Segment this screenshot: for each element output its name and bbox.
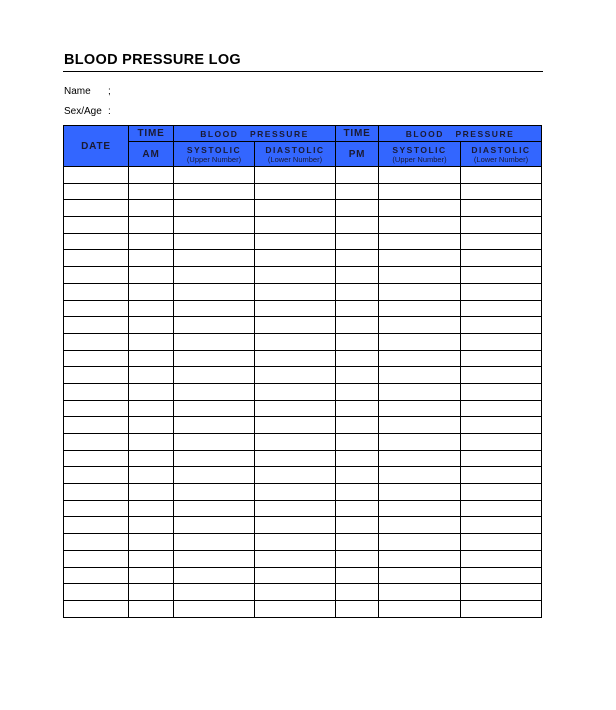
am-systolic-cell[interactable] <box>174 400 255 417</box>
pm-systolic-cell[interactable] <box>379 350 461 367</box>
pm-time-cell[interactable] <box>336 333 379 350</box>
pm-systolic-cell[interactable] <box>379 317 461 334</box>
am-diastolic-cell[interactable] <box>255 167 336 184</box>
date-cell[interactable] <box>64 233 129 250</box>
date-cell[interactable] <box>64 167 129 184</box>
pm-time-cell[interactable] <box>336 267 379 284</box>
pm-systolic-cell[interactable] <box>379 534 461 551</box>
pm-time-cell[interactable] <box>336 450 379 467</box>
am-time-cell[interactable] <box>129 383 174 400</box>
am-time-cell[interactable] <box>129 584 174 601</box>
am-systolic-cell[interactable] <box>174 434 255 451</box>
am-diastolic-cell[interactable] <box>255 383 336 400</box>
table-row <box>64 333 542 350</box>
am-diastolic-cell[interactable] <box>255 517 336 534</box>
am-diastolic-cell[interactable] <box>255 484 336 501</box>
am-diastolic-cell[interactable] <box>255 267 336 284</box>
pm-diastolic-cell[interactable] <box>461 167 542 184</box>
table-row <box>64 283 542 300</box>
date-cell[interactable] <box>64 584 129 601</box>
sex-age-separator: : <box>108 106 111 117</box>
pm-time-cell[interactable] <box>336 383 379 400</box>
pm-diastolic-cell[interactable] <box>461 217 542 234</box>
pm-diastolic-cell[interactable] <box>461 517 542 534</box>
date-cell[interactable] <box>64 400 129 417</box>
date-header: DATE <box>64 126 129 167</box>
pm-systolic-cell[interactable] <box>379 450 461 467</box>
table-row <box>64 550 542 567</box>
am-diastolic-cell[interactable] <box>255 233 336 250</box>
table-row <box>64 517 542 534</box>
am-systolic-sublabel: (Upper Number) <box>186 154 242 164</box>
sex-age-field <box>64 106 111 117</box>
pm-systolic-label: SYSTOLIC <box>392 144 447 155</box>
pm-diastolic-cell[interactable] <box>461 484 542 501</box>
am-systolic-cell[interactable] <box>174 383 255 400</box>
pm-diastolic-cell[interactable] <box>461 200 542 217</box>
am-diastolic-cell[interactable] <box>255 183 336 200</box>
pm-systolic-header <box>379 142 461 167</box>
sex-age-label: Sex/Age <box>64 106 102 117</box>
am-header: AM <box>129 142 174 167</box>
pm-time-cell[interactable] <box>336 367 379 384</box>
pm-time-cell[interactable] <box>336 417 379 434</box>
pm-systolic-cell[interactable] <box>379 500 461 517</box>
pm-systolic-cell[interactable] <box>379 484 461 501</box>
pm-systolic-cell[interactable] <box>379 467 461 484</box>
am-systolic-cell[interactable] <box>174 250 255 267</box>
am-systolic-cell[interactable] <box>174 267 255 284</box>
am-blood-pressure-header: BLOOD PRESSURE <box>174 126 336 142</box>
am-systolic-cell[interactable] <box>174 350 255 367</box>
date-cell[interactable] <box>64 350 129 367</box>
am-systolic-cell[interactable] <box>174 500 255 517</box>
am-diastolic-cell[interactable] <box>255 350 336 367</box>
pm-diastolic-header <box>461 142 542 167</box>
date-cell[interactable] <box>64 467 129 484</box>
pm-diastolic-cell[interactable] <box>461 434 542 451</box>
pm-header: PM <box>336 142 379 167</box>
date-cell[interactable] <box>64 434 129 451</box>
am-systolic-header <box>174 142 255 167</box>
am-diastolic-cell[interactable] <box>255 333 336 350</box>
am-time-cell[interactable] <box>129 467 174 484</box>
am-time-cell[interactable] <box>129 434 174 451</box>
pm-systolic-cell[interactable] <box>379 417 461 434</box>
pm-diastolic-cell[interactable] <box>461 400 542 417</box>
table-row <box>64 467 542 484</box>
am-time-cell[interactable] <box>129 350 174 367</box>
pm-diastolic-cell[interactable] <box>461 450 542 467</box>
pm-diastolic-label: DIASTOLIC <box>471 144 531 155</box>
am-systolic-cell[interactable] <box>174 517 255 534</box>
pm-systolic-cell[interactable] <box>379 584 461 601</box>
pm-systolic-cell[interactable] <box>379 250 461 267</box>
table-row <box>64 250 542 267</box>
pm-time-cell[interactable] <box>336 467 379 484</box>
table-row <box>64 167 542 184</box>
date-cell[interactable] <box>64 333 129 350</box>
table-row <box>64 317 542 334</box>
pm-diastolic-cell[interactable] <box>461 383 542 400</box>
am-time-cell[interactable] <box>129 250 174 267</box>
pm-systolic-cell[interactable] <box>379 200 461 217</box>
am-systolic-cell[interactable] <box>174 300 255 317</box>
date-cell[interactable] <box>64 267 129 284</box>
date-cell[interactable] <box>64 567 129 584</box>
pm-systolic-cell[interactable] <box>379 383 461 400</box>
title-divider <box>63 71 543 72</box>
pm-time-cell[interactable] <box>336 183 379 200</box>
am-systolic-cell[interactable] <box>174 534 255 551</box>
pm-diastolic-cell[interactable] <box>461 300 542 317</box>
pm-diastolic-cell[interactable] <box>461 317 542 334</box>
am-diastolic-cell[interactable] <box>255 300 336 317</box>
pm-systolic-cell[interactable] <box>379 283 461 300</box>
am-diastolic-cell[interactable] <box>255 283 336 300</box>
table-row <box>64 534 542 551</box>
pm-diastolic-cell[interactable] <box>461 567 542 584</box>
am-systolic-cell[interactable] <box>174 584 255 601</box>
am-time-cell[interactable] <box>129 417 174 434</box>
pm-time-cell[interactable] <box>336 500 379 517</box>
pm-time-cell[interactable] <box>336 534 379 551</box>
table-row <box>64 383 542 400</box>
am-diastolic-cell[interactable] <box>255 217 336 234</box>
table-row <box>64 417 542 434</box>
am-systolic-cell[interactable] <box>174 183 255 200</box>
am-diastolic-cell[interactable] <box>255 584 336 601</box>
am-diastolic-cell[interactable] <box>255 434 336 451</box>
pm-diastolic-cell[interactable] <box>461 367 542 384</box>
am-diastolic-cell[interactable] <box>255 200 336 217</box>
am-time-cell[interactable] <box>129 450 174 467</box>
date-cell[interactable] <box>64 317 129 334</box>
pm-systolic-cell[interactable] <box>379 333 461 350</box>
am-diastolic-sublabel: (Lower Number) <box>267 154 323 164</box>
pm-time-cell[interactable] <box>336 350 379 367</box>
table-row <box>64 200 542 217</box>
date-cell[interactable] <box>64 217 129 234</box>
table-row <box>64 183 542 200</box>
blood-pressure-table <box>63 125 542 618</box>
date-cell[interactable] <box>64 283 129 300</box>
am-systolic-cell[interactable] <box>174 484 255 501</box>
am-time-cell[interactable] <box>129 567 174 584</box>
table-row <box>64 233 542 250</box>
am-time-cell[interactable] <box>129 217 174 234</box>
pm-time-cell[interactable] <box>336 200 379 217</box>
pm-systolic-cell[interactable] <box>379 267 461 284</box>
pm-diastolic-cell[interactable] <box>461 333 542 350</box>
pm-time-cell[interactable] <box>336 517 379 534</box>
am-systolic-cell[interactable] <box>174 283 255 300</box>
am-time-cell[interactable] <box>129 167 174 184</box>
date-cell[interactable] <box>64 500 129 517</box>
am-systolic-cell[interactable] <box>174 317 255 334</box>
date-cell[interactable] <box>64 300 129 317</box>
am-diastolic-cell[interactable] <box>255 250 336 267</box>
pm-systolic-cell[interactable] <box>379 434 461 451</box>
table-row <box>64 567 542 584</box>
date-cell[interactable] <box>64 517 129 534</box>
date-cell[interactable] <box>64 600 129 617</box>
pm-systolic-sublabel: (Upper Number) <box>392 154 447 164</box>
am-diastolic-cell[interactable] <box>255 600 336 617</box>
am-diastolic-cell[interactable] <box>255 567 336 584</box>
pm-systolic-cell[interactable] <box>379 367 461 384</box>
date-cell[interactable] <box>64 383 129 400</box>
pm-time-cell[interactable] <box>336 434 379 451</box>
pm-time-cell[interactable] <box>336 217 379 234</box>
table-row <box>64 367 542 384</box>
am-systolic-cell[interactable] <box>174 450 255 467</box>
am-time-cell[interactable] <box>129 600 174 617</box>
am-time-cell[interactable] <box>129 267 174 284</box>
pm-diastolic-cell[interactable] <box>461 550 542 567</box>
am-diastolic-label: DIASTOLIC <box>265 144 325 155</box>
date-cell[interactable] <box>64 200 129 217</box>
am-diastolic-cell[interactable] <box>255 550 336 567</box>
table-row <box>64 584 542 601</box>
pm-time-cell[interactable] <box>336 484 379 501</box>
date-cell[interactable] <box>64 367 129 384</box>
pm-diastolic-cell[interactable] <box>461 600 542 617</box>
pm-diastolic-cell[interactable] <box>461 250 542 267</box>
pm-time-header: TIME <box>336 126 379 142</box>
pm-time-cell[interactable] <box>336 233 379 250</box>
name-label: Name <box>64 86 91 97</box>
am-time-cell[interactable] <box>129 233 174 250</box>
am-diastolic-cell[interactable] <box>255 467 336 484</box>
pm-diastolic-cell[interactable] <box>461 233 542 250</box>
am-time-cell[interactable] <box>129 183 174 200</box>
pm-systolic-cell[interactable] <box>379 600 461 617</box>
am-time-cell[interactable] <box>129 200 174 217</box>
table-row <box>64 450 542 467</box>
am-time-cell[interactable] <box>129 517 174 534</box>
table-row <box>64 267 542 284</box>
pm-diastolic-cell[interactable] <box>461 534 542 551</box>
date-cell[interactable] <box>64 250 129 267</box>
pm-diastolic-cell[interactable] <box>461 584 542 601</box>
am-time-cell[interactable] <box>129 400 174 417</box>
am-diastolic-cell[interactable] <box>255 500 336 517</box>
table-row <box>64 400 542 417</box>
table-body <box>64 167 542 618</box>
table-row <box>64 350 542 367</box>
pm-time-cell[interactable] <box>336 250 379 267</box>
am-systolic-cell[interactable] <box>174 550 255 567</box>
pm-time-cell[interactable] <box>336 600 379 617</box>
pm-systolic-cell[interactable] <box>379 167 461 184</box>
am-time-cell[interactable] <box>129 534 174 551</box>
pm-systolic-cell[interactable] <box>379 400 461 417</box>
pm-time-cell[interactable] <box>336 317 379 334</box>
am-systolic-cell[interactable] <box>174 200 255 217</box>
pm-systolic-cell[interactable] <box>379 183 461 200</box>
name-field <box>64 86 111 97</box>
am-time-cell[interactable] <box>129 367 174 384</box>
pm-time-cell[interactable] <box>336 300 379 317</box>
pm-blood-pressure-header: BLOOD PRESSURE <box>379 126 542 142</box>
pm-time-cell[interactable] <box>336 283 379 300</box>
pm-diastolic-cell[interactable] <box>461 350 542 367</box>
table-row <box>64 484 542 501</box>
am-diastolic-cell[interactable] <box>255 317 336 334</box>
pm-systolic-cell[interactable] <box>379 517 461 534</box>
pm-systolic-cell[interactable] <box>379 233 461 250</box>
pm-time-cell[interactable] <box>336 400 379 417</box>
pm-diastolic-sublabel: (Lower Number) <box>473 154 529 164</box>
am-time-cell[interactable] <box>129 283 174 300</box>
date-cell[interactable] <box>64 550 129 567</box>
date-cell[interactable] <box>64 417 129 434</box>
date-cell[interactable] <box>64 534 129 551</box>
am-systolic-cell[interactable] <box>174 333 255 350</box>
pm-time-cell[interactable] <box>336 550 379 567</box>
pm-systolic-cell[interactable] <box>379 567 461 584</box>
am-time-cell[interactable] <box>129 500 174 517</box>
am-diastolic-cell[interactable] <box>255 400 336 417</box>
pm-time-cell[interactable] <box>336 167 379 184</box>
am-systolic-cell[interactable] <box>174 217 255 234</box>
pm-systolic-cell[interactable] <box>379 217 461 234</box>
am-time-cell[interactable] <box>129 300 174 317</box>
am-diastolic-cell[interactable] <box>255 450 336 467</box>
pm-diastolic-cell[interactable] <box>461 417 542 434</box>
table-row <box>64 217 542 234</box>
pm-systolic-cell[interactable] <box>379 550 461 567</box>
pm-diastolic-cell[interactable] <box>461 500 542 517</box>
date-cell[interactable] <box>64 183 129 200</box>
am-systolic-cell[interactable] <box>174 367 255 384</box>
am-diastolic-header <box>255 142 336 167</box>
am-diastolic-cell[interactable] <box>255 367 336 384</box>
table-row <box>64 600 542 617</box>
pm-systolic-cell[interactable] <box>379 300 461 317</box>
pm-time-cell[interactable] <box>336 567 379 584</box>
am-systolic-cell[interactable] <box>174 417 255 434</box>
am-time-cell[interactable] <box>129 333 174 350</box>
am-time-header: TIME <box>129 126 174 142</box>
am-time-cell[interactable] <box>129 484 174 501</box>
pm-time-cell[interactable] <box>336 584 379 601</box>
am-systolic-cell[interactable] <box>174 167 255 184</box>
pm-diastolic-cell[interactable] <box>461 283 542 300</box>
date-cell[interactable] <box>64 484 129 501</box>
pm-diastolic-cell[interactable] <box>461 467 542 484</box>
table-row <box>64 500 542 517</box>
am-time-cell[interactable] <box>129 317 174 334</box>
am-systolic-cell[interactable] <box>174 600 255 617</box>
pm-diastolic-cell[interactable] <box>461 267 542 284</box>
pm-diastolic-cell[interactable] <box>461 183 542 200</box>
am-systolic-cell[interactable] <box>174 233 255 250</box>
am-systolic-cell[interactable] <box>174 467 255 484</box>
date-cell[interactable] <box>64 450 129 467</box>
table-row <box>64 434 542 451</box>
am-systolic-label: SYSTOLIC <box>186 144 242 155</box>
name-separator: ; <box>108 86 111 97</box>
am-time-cell[interactable] <box>129 550 174 567</box>
page-title: BLOOD PRESSURE LOG <box>64 52 241 68</box>
am-systolic-cell[interactable] <box>174 567 255 584</box>
am-diastolic-cell[interactable] <box>255 417 336 434</box>
table-row <box>64 300 542 317</box>
am-diastolic-cell[interactable] <box>255 534 336 551</box>
